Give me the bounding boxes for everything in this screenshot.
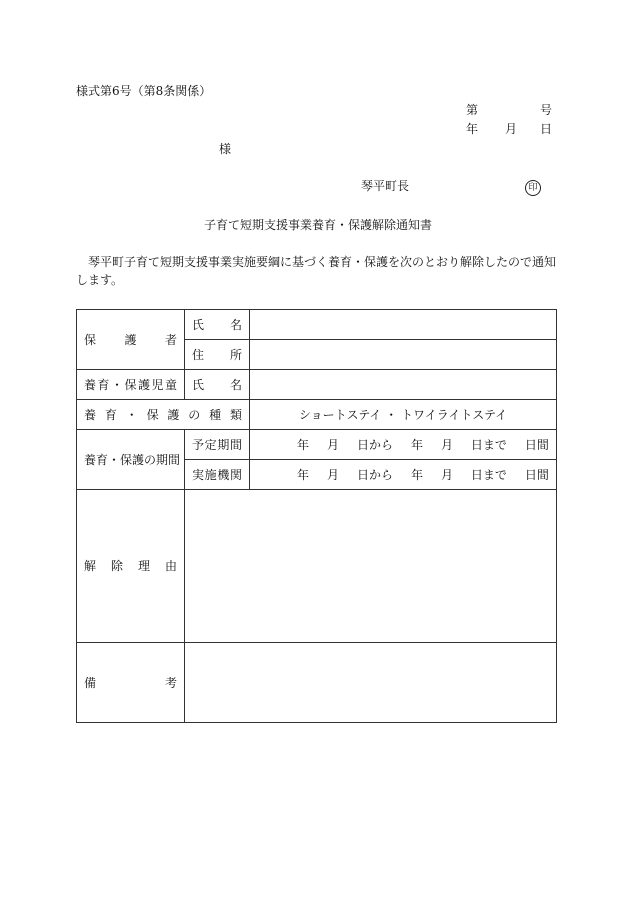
form-number: 様式第6号（第8条関係） <box>76 84 212 98</box>
planned-year: 年 <box>297 437 310 452</box>
actual-year: 年 <box>297 467 310 482</box>
guardian-name-label: 氏名 <box>185 310 250 340</box>
actual-month: 月 <box>326 467 339 482</box>
planned-until: 日まで <box>470 437 507 452</box>
remarks-label: 備考 <box>77 643 185 723</box>
document-title: 子育て短期支援事業養育・保護解除通知書 <box>204 218 433 232</box>
date-month: 月 <box>505 122 518 136</box>
seal-mark <box>525 179 541 196</box>
doc-number-suffix: 号 <box>540 103 553 117</box>
actual-month2: 月 <box>440 467 453 482</box>
actual-year2: 年 <box>410 467 423 482</box>
issuer-name: 琴平町長 <box>361 179 410 193</box>
date-year: 年 <box>466 122 479 136</box>
planned-from: 日から <box>356 437 393 452</box>
body-text-line2: します。 <box>76 273 124 287</box>
date-day: 日 <box>540 122 553 136</box>
planned-month: 月 <box>326 437 339 452</box>
planned-month2: 月 <box>440 437 453 452</box>
actual-period-field[interactable] <box>250 460 557 490</box>
guardian-label: 保護者 <box>77 310 185 370</box>
guardian-name-field[interactable] <box>250 310 557 340</box>
care-type-options[interactable]: ショートステイ ・ トワイライトステイ <box>250 400 557 430</box>
reason-field[interactable] <box>185 490 557 643</box>
actual-until: 日まで <box>470 467 507 482</box>
guardian-address-label: 住所 <box>185 340 250 370</box>
planned-period-label: 予定期間 <box>185 430 250 460</box>
actual-from: 日から <box>356 467 393 482</box>
child-label: 養育・保護児童 <box>77 370 185 400</box>
actual-days: 日間 <box>524 467 549 482</box>
recipient-honorific: 様 <box>219 142 232 156</box>
planned-period-field[interactable] <box>250 430 557 460</box>
care-type-label: 養育・保護の種類 <box>77 400 250 430</box>
notice-form-table <box>76 309 557 723</box>
care-period-label: 養育・保護の期間 <box>77 430 185 490</box>
planned-days: 日間 <box>524 437 549 452</box>
body-text-line1: 琴平町子育て短期支援事業実施要綱に基づく養育・保護を次のとおり解除したので通知 <box>88 255 557 269</box>
reason-label: 解除理由 <box>77 490 185 643</box>
child-name-field[interactable] <box>250 370 557 400</box>
doc-number-prefix: 第 <box>466 103 479 117</box>
actual-period-label: 実施機関 <box>185 460 250 490</box>
guardian-address-field[interactable] <box>250 340 557 370</box>
remarks-field[interactable] <box>185 643 557 723</box>
child-name-label: 氏名 <box>185 370 250 400</box>
seal-icon: 印 <box>525 180 541 196</box>
planned-year2: 年 <box>410 437 423 452</box>
